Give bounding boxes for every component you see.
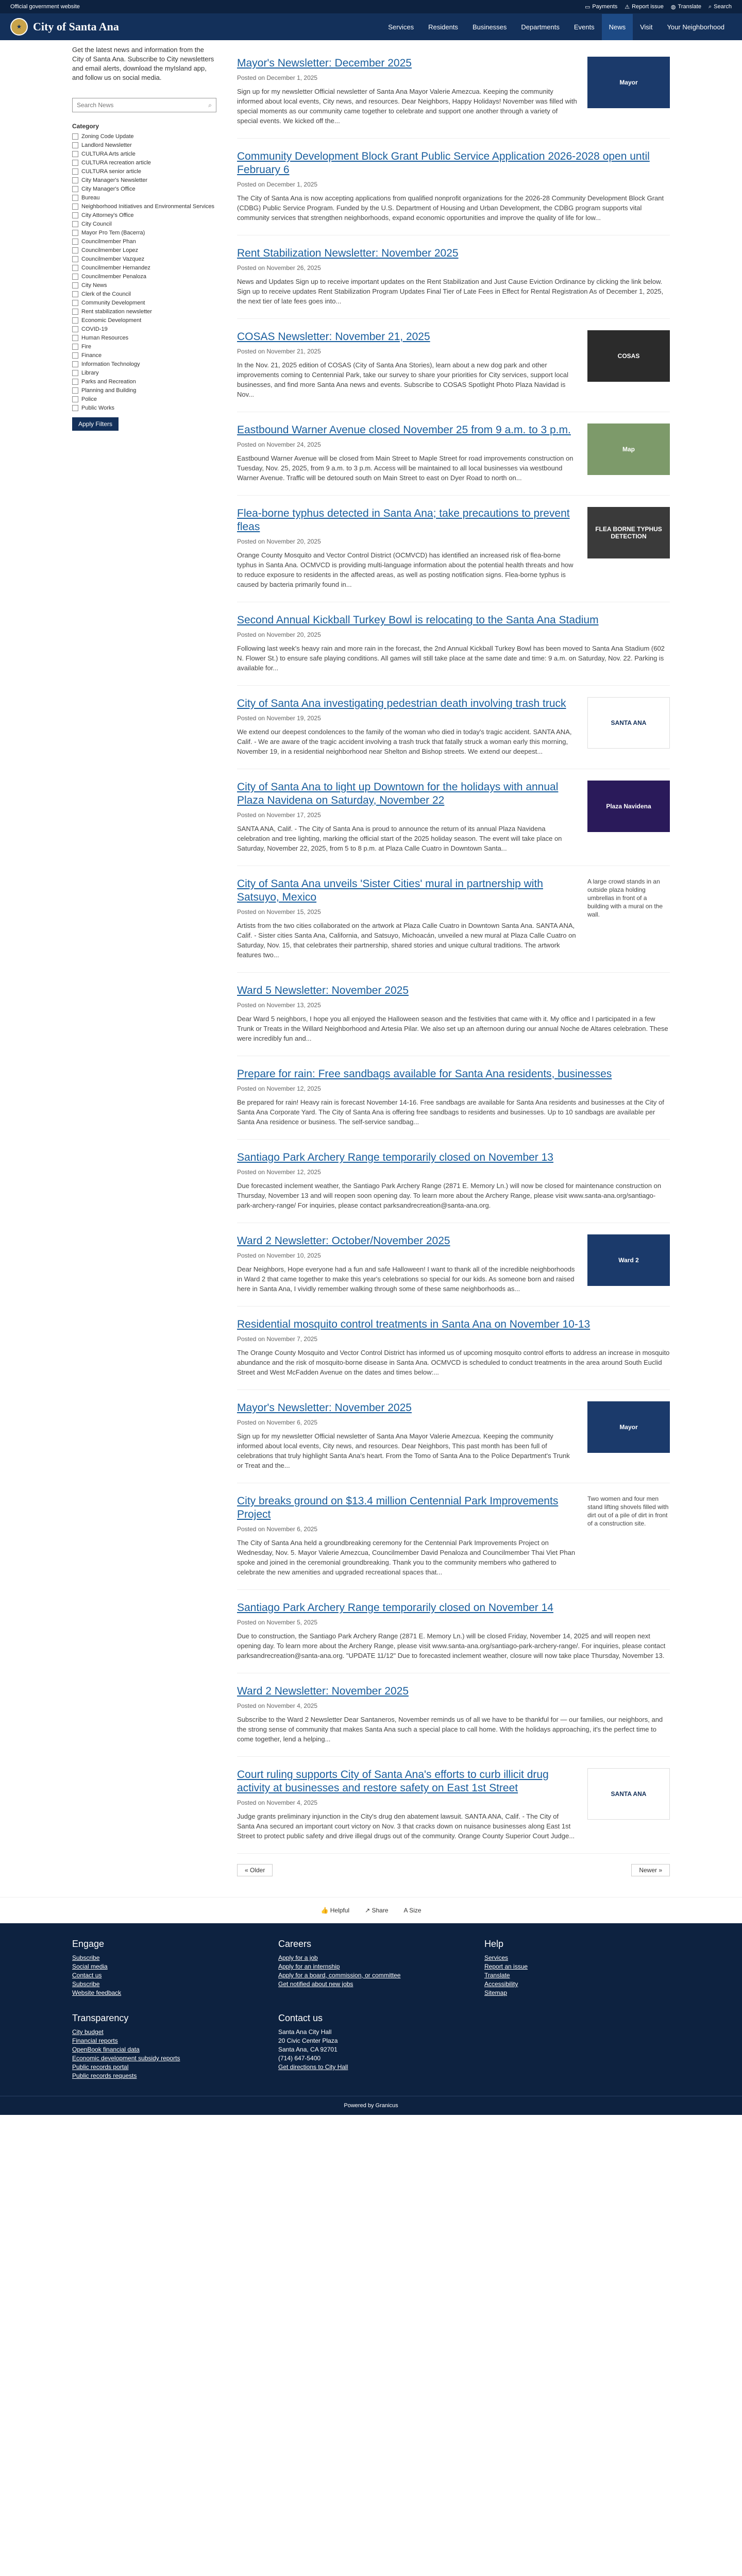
category-label: City Council bbox=[81, 221, 112, 227]
checkbox[interactable] bbox=[72, 387, 78, 394]
category-label: Finance bbox=[81, 352, 102, 359]
category-label: Councilmember Phan bbox=[81, 239, 136, 245]
post-thumbnail[interactable]: COSAS bbox=[587, 330, 670, 382]
news-post bbox=[237, 1757, 670, 1854]
post-excerpt: Due to construction, the Santiago Park Archery Range (2871 E. Memory Ln.) will be closed Friday, November 14, 2025 and will reopen next opening day. To learn more about the Archery Range, please visit www.santa-ana.org/santiago-park-archery-range/. For inquiries, please contact parksandrecreation@santa-ana.org. "UPDATE 11/12" Due to forecasted inclement weather, closure will now take place Thursday, November 13. bbox=[237, 1632, 666, 1659]
post-text bbox=[237, 423, 577, 483]
checkbox[interactable] bbox=[72, 247, 78, 253]
news-post bbox=[237, 1590, 670, 1673]
checkbox[interactable] bbox=[72, 256, 78, 262]
footer-link[interactable]: City budget bbox=[72, 2028, 104, 2036]
category-option[interactable] bbox=[72, 221, 216, 228]
category-label: Information Technology bbox=[81, 361, 140, 367]
nav-departments[interactable]: Departments bbox=[521, 23, 560, 31]
post-title-link[interactable]: Ward 2 Newsletter: October/November 2025 bbox=[237, 1235, 450, 1247]
share-button[interactable]: ↗ Share bbox=[365, 1907, 389, 1914]
nav-businesses[interactable]: Businesses bbox=[472, 23, 507, 31]
news-post bbox=[237, 45, 670, 139]
footer bbox=[0, 1923, 742, 2096]
search-icon: ⌕ bbox=[208, 101, 212, 109]
footer-careers bbox=[278, 1939, 464, 1997]
category-list bbox=[72, 133, 216, 412]
checkbox[interactable] bbox=[72, 326, 78, 332]
post-text bbox=[237, 877, 577, 960]
checkbox[interactable] bbox=[72, 282, 78, 289]
checkbox[interactable] bbox=[72, 291, 78, 297]
news-post bbox=[237, 1390, 670, 1483]
checkbox[interactable] bbox=[72, 230, 78, 236]
footer-link[interactable]: Public records portal bbox=[72, 2063, 129, 2071]
post-title-link[interactable]: Santiago Park Archery Range temporarily closed on November 14 bbox=[237, 1602, 553, 1614]
post-text bbox=[237, 984, 670, 1043]
post-text bbox=[237, 1151, 670, 1210]
contact-line: 20 Civic Center Plaza bbox=[278, 2037, 338, 2044]
post-title-link[interactable]: Ward 2 Newsletter: November 2025 bbox=[237, 1685, 409, 1697]
checkbox[interactable] bbox=[72, 344, 78, 350]
category-option[interactable] bbox=[72, 326, 216, 333]
post-thumbnail[interactable]: SANTA ANA bbox=[587, 1768, 670, 1820]
news-list bbox=[227, 45, 670, 1897]
post-text bbox=[237, 330, 577, 399]
footer-link[interactable]: Contact us bbox=[72, 1972, 102, 1979]
checkbox[interactable] bbox=[72, 151, 78, 157]
post-thumbnail[interactable]: SANTA ANA bbox=[587, 697, 670, 749]
category-option[interactable] bbox=[72, 194, 216, 201]
category-label: CULTURA Arts article bbox=[81, 151, 136, 157]
checkbox[interactable] bbox=[72, 379, 78, 385]
post-date: Posted on November 6, 2025 bbox=[237, 1526, 318, 1533]
post-date: Posted on November 20, 2025 bbox=[237, 538, 321, 545]
post-text bbox=[237, 1401, 577, 1470]
checkbox[interactable] bbox=[72, 396, 78, 402]
helpful-button[interactable]: 👍 Helpful bbox=[321, 1907, 350, 1914]
footer-link[interactable]: Report an issue bbox=[484, 1963, 528, 1970]
post-excerpt: Subscribe to the Ward 2 Newsletter Dear Santaneros, November reminds us of all we have to be thankful for — our families, our neighbors, and the strong sense of community that makes Santa Ana such a special place to call home. With the holidays approaching, it's the perfect time to come together, lend a helping... bbox=[237, 1716, 663, 1743]
post-date: Posted on November 20, 2025 bbox=[237, 631, 321, 638]
report-label: Report issue bbox=[632, 4, 664, 10]
news-post bbox=[237, 973, 670, 1056]
post-title-link[interactable]: Eastbound Warner Avenue closed November 25 from 9 a.m. to 3 p.m. bbox=[237, 424, 571, 436]
older-button[interactable]: « Older bbox=[237, 1864, 273, 1876]
checkbox[interactable] bbox=[72, 265, 78, 271]
footer-link[interactable]: Get notified about new jobs bbox=[278, 1980, 353, 1988]
pagination bbox=[237, 1854, 670, 1897]
post-text bbox=[237, 1234, 577, 1294]
nav-residents[interactable]: Residents bbox=[428, 23, 458, 31]
post-text bbox=[237, 1685, 670, 1744]
payments-link[interactable] bbox=[585, 4, 617, 10]
checkbox[interactable] bbox=[72, 160, 78, 166]
category-label: City Attorney's Office bbox=[81, 212, 134, 218]
news-post bbox=[237, 496, 670, 602]
checkbox[interactable] bbox=[72, 405, 78, 411]
contact-phone[interactable]: (714) 647-5400 bbox=[278, 2055, 321, 2062]
post-date: Posted on November 13, 2025 bbox=[237, 1002, 321, 1009]
category-label: CULTURA senior article bbox=[81, 168, 141, 175]
post-text bbox=[237, 1495, 577, 1577]
news-post bbox=[237, 1056, 670, 1140]
checkbox[interactable] bbox=[72, 361, 78, 367]
translate-label: Translate bbox=[678, 4, 701, 10]
nav-neighborhood[interactable]: Your Neighborhood bbox=[667, 23, 724, 31]
post-title-link[interactable]: City breaks ground on $13.4 million Centennial Park Improvements Project bbox=[237, 1495, 559, 1520]
post-date: Posted on November 24, 2025 bbox=[237, 441, 321, 448]
post-date: Posted on November 21, 2025 bbox=[237, 348, 321, 355]
category-label: Library bbox=[81, 370, 99, 376]
post-date: Posted on November 4, 2025 bbox=[237, 1799, 318, 1806]
post-date: Posted on November 12, 2025 bbox=[237, 1168, 321, 1176]
post-excerpt: Judge grants preliminary injunction in the City's drug den abatement lawsuit. SANTA ANA, Calif. - The City of Santa Ana secured an important court victory on Nov. 3 that cracks down on nuisance businesses along East 1st Street to protect public safety and drive illegal drugs out of the community. Orange County Superior Court Judge... bbox=[237, 1812, 575, 1840]
category-option[interactable] bbox=[72, 273, 216, 280]
directions-link[interactable]: Get directions to City Hall bbox=[278, 2063, 348, 2071]
post-date: Posted on November 4, 2025 bbox=[237, 1702, 318, 1709]
post-excerpt: The City of Santa Ana is now accepting applications from qualified nonprofit organizations for the 2026-28 Community Development Block Grant (CDBG) Public Service Program. Funded by the U.S. Department of Housing and Urban Development, the CDBG program supports vital community services that strengthen neighborhoods, expand economic opportunities and improve the quality of life for low... bbox=[237, 194, 664, 222]
page-body bbox=[72, 40, 670, 1897]
footer-careers-title: Careers bbox=[278, 1939, 312, 1949]
apply-filters-button[interactable]: Apply Filters bbox=[72, 417, 119, 431]
post-excerpt: Due forecasted inclement weather, the Santiago Park Archery Range (2871 E. Memory Ln.) will now be closed for maintenance construction on Thursday, November 13 and will reopen soon opening day. To learn more about the Archery Range, please visit www.santa-ana.org/santiago-park-archery-range/ For inquiries, please contact parksandrecreation@santa-ana.org. bbox=[237, 1182, 662, 1209]
category-option[interactable] bbox=[72, 352, 216, 359]
news-post bbox=[237, 319, 670, 412]
post-text bbox=[237, 697, 577, 756]
nav-links bbox=[381, 14, 732, 40]
share-label: Share bbox=[372, 1907, 389, 1914]
checkbox[interactable] bbox=[72, 195, 78, 201]
category-label: Economic Development bbox=[81, 317, 142, 324]
search-input[interactable] bbox=[72, 98, 216, 112]
checkbox[interactable] bbox=[72, 274, 78, 280]
post-title-link[interactable]: City of Santa Ana investigating pedestrian death involving trash truck bbox=[237, 698, 566, 709]
category-option[interactable] bbox=[72, 256, 216, 263]
category-label: Human Resources bbox=[81, 335, 129, 341]
category-option[interactable] bbox=[72, 334, 216, 342]
checkbox[interactable] bbox=[72, 133, 78, 140]
globe-icon: ◍ bbox=[670, 4, 676, 10]
post-excerpt: Orange County Mosquito and Vector Control District (OCMVCD) has identified an increased risk of flea-borne typhus in Santa Ana. OCMVCD is providing multi-language information about the potential health threats and how to reduce exposure to residents in the affected areas, as well as posting notification signs. Flea-borne typhus is caused by bacteria primarily found in... bbox=[237, 551, 574, 588]
footer-link[interactable]: Economic development subsidy reports bbox=[72, 2055, 180, 2062]
post-excerpt: Artists from the two cities collaborated on the artwork at Plaza Calle Cuatro in Downtown Santa Ana. SANTA ANA, Calif. - Sister cities Santa Ana, California, and Satsuyo, Michoacán, unveiled a new mural at Plaza Calle Cuatro on Saturday, Nov. 15, that celebrates their partnership, shared stories and unique cultural traditions. The artwork features two... bbox=[237, 922, 576, 959]
post-text bbox=[237, 1067, 670, 1127]
post-title-link[interactable]: Rent Stabilization Newsletter: November 2025 bbox=[237, 247, 459, 259]
news-post bbox=[237, 602, 670, 686]
checkbox[interactable] bbox=[72, 239, 78, 245]
post-title-link[interactable]: Ward 5 Newsletter: November 2025 bbox=[237, 985, 409, 996]
post-title-link[interactable]: Santiago Park Archery Range temporarily closed on November 13 bbox=[237, 1151, 553, 1163]
category-option[interactable] bbox=[72, 159, 216, 166]
post-thumbnail[interactable]: FLEA BORNE TYPHUS DETECTION bbox=[587, 507, 670, 558]
category-option[interactable] bbox=[72, 369, 216, 377]
post-excerpt: Sign up for my newsletter Official newsletter of Santa Ana Mayor Valerie Amezcua. Keeping the community informed about local events, City news, and resources. Dear Neighbors, Happy Holidays! November was filled with special moments as our community came together to celebrate and support one another through a variety of special events. We kicked off the... bbox=[237, 88, 577, 125]
post-title-link[interactable]: Prepare for rain: Free sandbags available for Santa Ana residents, businesses bbox=[237, 1068, 612, 1080]
payments-label: Payments bbox=[592, 4, 618, 10]
news-post bbox=[237, 1673, 670, 1757]
nav-news[interactable]: News bbox=[602, 14, 633, 40]
category-label: Zoning Code Update bbox=[81, 133, 134, 140]
category-label: City News bbox=[81, 282, 107, 289]
footer-contact-title: Contact us bbox=[278, 2013, 323, 2023]
footer-link[interactable]: Accessibility bbox=[484, 1980, 518, 1988]
footer-link[interactable]: Financial reports bbox=[72, 2037, 118, 2044]
checkbox[interactable] bbox=[72, 186, 78, 192]
footer-link[interactable]: Apply for a board, commission, or committee bbox=[278, 1972, 401, 1979]
sidebar bbox=[72, 45, 227, 1897]
search-icon: ⌕ bbox=[708, 3, 712, 10]
post-text bbox=[237, 1768, 577, 1841]
city-seal-icon: ★ bbox=[10, 18, 28, 36]
category-label: Parks and Recreation bbox=[81, 379, 136, 385]
footer-engage bbox=[72, 1939, 258, 1997]
category-label: Community Development bbox=[81, 300, 145, 306]
category-option[interactable] bbox=[72, 396, 216, 403]
category-label: Councilmember Lopez bbox=[81, 247, 139, 253]
news-post bbox=[237, 866, 670, 973]
category-label: Clerk of the Council bbox=[81, 291, 131, 297]
footer-link[interactable]: OpenBook financial data bbox=[72, 2046, 140, 2053]
post-excerpt: Be prepared for rain! Heavy rain is forecast November 14-16. Free sandbags are available for Santa Ana residents and businesses at the City of Santa Ana Corporate Yard. The City of Santa Ana is offering free sandbags to residents and businesses. Up to 10 sandbags are available per Santa Ana residence or business. The self-service sandbag... bbox=[237, 1098, 664, 1126]
post-excerpt: SANTA ANA, Calif. - The City of Santa Ana is proud to announce the return of its annual Plaza Navidena celebration and tree lighting, marking the official start of the 2025 holiday season. The event will take place on Saturday, November 22, 2025, from 5 to 8 p.m. at Plaza Calle Cuatro in Downtown Santa... bbox=[237, 825, 562, 852]
post-date: Posted on November 19, 2025 bbox=[237, 715, 321, 722]
site-name: City of Santa Ana bbox=[33, 20, 119, 33]
post-excerpt: News and Updates Sign up to receive important updates on the Rent Stabilization and Just Cause Eviction Ordinance by clicking the link below. Sign up to receive updates Rent Stabilization Program Updates Final Tier of Late Fees in Effect for Rental Registration As of December 1, 2025, the next tier of late fees goes into... bbox=[237, 278, 664, 305]
post-text bbox=[237, 614, 670, 673]
category-option[interactable] bbox=[72, 229, 216, 236]
share-bar bbox=[0, 1897, 742, 1923]
category-label: Mayor Pro Tem (Bacerra) bbox=[81, 230, 145, 236]
category-label: Planning and Building bbox=[81, 387, 137, 394]
post-text bbox=[237, 781, 577, 853]
checkbox[interactable] bbox=[72, 212, 78, 218]
footer-link[interactable]: Website feedback bbox=[72, 1989, 122, 1996]
post-thumbnail[interactable]: Map bbox=[587, 423, 670, 475]
post-thumbnail[interactable]: Mayor bbox=[587, 1401, 670, 1453]
post-excerpt: Sign up for my newsletter Official newsletter of Santa Ana Mayor Valerie Amezcua. Keeping the community informed about local events, City news, and resources. Dear Neighbors, This past month has been full of celebrations that truly highlight Santa Ana's heart. From the Tomo of Santa Ana to the Police Department's Trunk or Treat and the... bbox=[237, 1432, 570, 1469]
footer-link[interactable]: Apply for a job bbox=[278, 1954, 318, 1961]
alert-icon: ⚠ bbox=[625, 4, 630, 10]
category-option[interactable] bbox=[72, 203, 216, 210]
footer-contact bbox=[278, 2013, 464, 2080]
post-title-link[interactable]: COSAS Newsletter: November 21, 2025 bbox=[237, 331, 430, 343]
footer-engage-title: Engage bbox=[72, 1939, 105, 1949]
post-excerpt: Eastbound Warner Avenue will be closed from Main Street to Maple Street for road improvements construction on Tuesday, Nov. 25, 2025, from 9 a.m. to 3 p.m. Access will be maintained to all local businesses via westbound Warner Avenue. Traffic will be detoured south on Main Street to east on Dyer Road to north on... bbox=[237, 454, 574, 482]
category-option[interactable] bbox=[72, 185, 216, 193]
post-text bbox=[237, 150, 670, 223]
post-date: Posted on November 26, 2025 bbox=[237, 264, 321, 272]
news-post bbox=[237, 1223, 670, 1307]
category-option[interactable] bbox=[72, 150, 216, 158]
newer-button[interactable]: Newer » bbox=[631, 1864, 670, 1876]
post-title-link[interactable]: Mayor's Newsletter: December 2025 bbox=[237, 57, 412, 69]
category-option[interactable] bbox=[72, 317, 216, 324]
checkbox[interactable] bbox=[72, 142, 78, 148]
category-option[interactable] bbox=[72, 177, 216, 184]
category-option[interactable] bbox=[72, 299, 216, 307]
post-thumbnail[interactable]: Mayor bbox=[587, 57, 670, 108]
category-label: Fire bbox=[81, 344, 91, 350]
post-title-link[interactable]: Community Development Block Grant Public Service Application 2026-2028 open until February 6 bbox=[237, 150, 650, 176]
post-date: Posted on November 12, 2025 bbox=[237, 1085, 321, 1092]
post-title-link[interactable]: Court ruling supports City of Santa Ana's efforts to curb illicit drug activity at businesses and restore safety on East 1st Street bbox=[237, 1769, 549, 1794]
category-option[interactable] bbox=[72, 291, 216, 298]
category-label: Councilmember Hernandez bbox=[81, 265, 150, 271]
post-date: Posted on November 10, 2025 bbox=[237, 1252, 321, 1259]
footer-link[interactable]: Translate bbox=[484, 1972, 510, 1979]
utility-bar bbox=[0, 0, 742, 13]
post-date: Posted on November 17, 2025 bbox=[237, 811, 321, 819]
post-title-link[interactable]: City of Santa Ana unveils 'Sister Cities' mural in partnership with Satsuyo, Mexico bbox=[237, 878, 543, 903]
post-text bbox=[237, 507, 577, 589]
post-text bbox=[237, 57, 577, 126]
footer-link[interactable]: Social media bbox=[72, 1963, 108, 1970]
post-date: Posted on November 7, 2025 bbox=[237, 1335, 318, 1343]
news-post bbox=[237, 235, 670, 319]
official-site-label: Official government website bbox=[10, 4, 80, 10]
post-title-link[interactable]: Flea-borne typhus detected in Santa Ana; take precautions to prevent fleas bbox=[237, 507, 570, 533]
category-label: Rent stabilization newsletter bbox=[81, 309, 152, 315]
post-title-link[interactable]: Residential mosquito control treatments in Santa Ana on November 10-13 bbox=[237, 1318, 591, 1330]
news-post bbox=[237, 1140, 670, 1223]
main-nav bbox=[0, 13, 742, 40]
size-label: Size bbox=[409, 1907, 421, 1914]
checkbox[interactable] bbox=[72, 204, 78, 210]
search-link[interactable] bbox=[709, 4, 732, 10]
post-date: Posted on November 5, 2025 bbox=[237, 1619, 318, 1626]
category-option[interactable] bbox=[72, 387, 216, 394]
footer-transparency-title: Transparency bbox=[72, 2013, 129, 2023]
category-option[interactable] bbox=[72, 212, 216, 219]
category-option[interactable] bbox=[72, 343, 216, 350]
checkbox[interactable] bbox=[72, 335, 78, 341]
category-label: City Manager's Newsletter bbox=[81, 177, 148, 183]
contact-line: Santa Ana, CA 92701 bbox=[278, 2046, 338, 2053]
category-label: COVID-19 bbox=[81, 326, 108, 332]
nav-services[interactable]: Services bbox=[388, 23, 414, 31]
checkbox[interactable] bbox=[72, 177, 78, 183]
post-date: Posted on November 15, 2025 bbox=[237, 908, 321, 916]
post-text bbox=[237, 1318, 670, 1377]
footer-link[interactable]: Public records requests bbox=[72, 2072, 137, 2079]
category-label: Police bbox=[81, 396, 97, 402]
post-excerpt: The City of Santa Ana held a groundbreaking ceremony for the Centennial Park Improvements Project on Wednesday, Nov. 5. Mayor Valerie Amezcua, Councilmember David Penaloza and Councilmember Thai Viet Phan spoke and joined in the ceremonial groundbreaking. Thank you to the community members who gathered to celebrate the new amenities and upgraded recreational spaces that... bbox=[237, 1539, 576, 1576]
post-text bbox=[237, 247, 670, 306]
footer-help-title: Help bbox=[484, 1939, 504, 1949]
category-label: CULTURA recreation article bbox=[81, 160, 151, 166]
footer-link[interactable]: Apply for an internship bbox=[278, 1963, 340, 1970]
post-thumbnail[interactable]: Ward 2 bbox=[587, 1234, 670, 1286]
site-brand[interactable] bbox=[10, 18, 119, 36]
category-label: Public Works bbox=[81, 405, 114, 411]
category-option[interactable] bbox=[72, 247, 216, 254]
footer-link[interactable]: Subscribe bbox=[72, 1980, 100, 1988]
powered-by: Powered by Granicus bbox=[0, 2096, 742, 2115]
category-option[interactable] bbox=[72, 142, 216, 149]
helpful-label: Helpful bbox=[330, 1907, 350, 1914]
category-label: Neighborhood Initiatives and Environmental Services bbox=[81, 204, 215, 210]
post-thumbnail[interactable]: Two women and four men stand lifting shovels filled with dirt out of a pile of dirt in front of a construction site. bbox=[587, 1495, 669, 1527]
report-link[interactable] bbox=[625, 4, 664, 10]
post-thumbnail[interactable]: A large crowd stands in an outside plaza holding umbrellas in front of a building with a mural on the wall. bbox=[587, 878, 663, 918]
post-excerpt: We extend our deepest condolences to the family of the woman who died in today's tragic accident. SANTA ANA, Calif. - We are aware of the tragic accident involving a trash truck that fatally struck a woman early this morning, November 19, in a residential neighborhood near Shelton and Bishop streets. We extend our deepest... bbox=[237, 728, 572, 755]
checkbox[interactable] bbox=[72, 352, 78, 359]
post-title-link[interactable]: Mayor's Newsletter: November 2025 bbox=[237, 1402, 412, 1414]
footer-link[interactable]: Subscribe bbox=[72, 1954, 100, 1961]
checkbox[interactable] bbox=[72, 309, 78, 315]
checkbox[interactable] bbox=[72, 221, 78, 227]
post-excerpt: The Orange County Mosquito and Vector Control District has informed us of upcoming mosquito control efforts to address an increase in mosquito abundance and the risk of mosquito-borne disease in Santa Ana. OCMVCD is scheduled to conduct treatments in the area around South Euclid Street and West McFadden Avenue on the dates and times below:... bbox=[237, 1349, 670, 1376]
post-title-link[interactable]: Second Annual Kickball Turkey Bowl is relocating to the Santa Ana Stadium bbox=[237, 614, 599, 626]
footer-link[interactable]: Sitemap bbox=[484, 1989, 508, 1996]
category-option[interactable] bbox=[72, 404, 216, 412]
category-option[interactable] bbox=[72, 282, 216, 289]
post-date: Posted on December 1, 2025 bbox=[237, 74, 318, 81]
post-container bbox=[237, 45, 670, 1854]
search-label: Search bbox=[714, 4, 732, 10]
checkbox[interactable] bbox=[72, 317, 78, 324]
size-button[interactable]: A Size bbox=[403, 1907, 421, 1914]
footer-link[interactable]: Services bbox=[484, 1954, 509, 1961]
contact-line: Santa Ana City Hall bbox=[278, 2028, 332, 2036]
news-post bbox=[237, 1307, 670, 1390]
category-title: Category bbox=[72, 123, 99, 130]
post-excerpt: In the Nov. 21, 2025 edition of COSAS (City of Santa Ana Stories), learn about a new dog park and other improvements coming to Centennial Park, take our survey to share your priorities for City services, support local businesses, and find more Santa Ana news and events. Subscribe to COSAS Spotlight Photo Plaza Navidad is Nov... bbox=[237, 361, 569, 398]
category-option[interactable] bbox=[72, 238, 216, 245]
translate-link[interactable] bbox=[671, 4, 701, 10]
checkbox[interactable] bbox=[72, 300, 78, 306]
nav-events[interactable]: Events bbox=[574, 23, 595, 31]
footer-help bbox=[484, 1939, 670, 1997]
news-post bbox=[237, 769, 670, 866]
post-text bbox=[237, 1601, 670, 1660]
footer-transparency bbox=[72, 2013, 258, 2080]
news-post bbox=[237, 686, 670, 769]
post-title-link[interactable]: City of Santa Ana to light up Downtown for the holidays with annual Plaza Navidena on Saturday, November 22 bbox=[237, 781, 559, 806]
nav-visit[interactable]: Visit bbox=[640, 23, 653, 31]
card-icon: ▭ bbox=[584, 4, 591, 10]
category-label: City Manager's Office bbox=[81, 186, 136, 192]
category-label: Councilmember Vazquez bbox=[81, 256, 145, 262]
category-label: Landlord Newsletter bbox=[81, 142, 132, 148]
post-date: Posted on November 6, 2025 bbox=[237, 1419, 318, 1426]
category-option[interactable] bbox=[72, 133, 216, 140]
post-excerpt: Dear Ward 5 neighbors, I hope you all enjoyed the Halloween season and the festivities that came with it. My office and I participated in a few Trunk or Treats in the Willard Neighborhood and Artesia Pilar. We also set up an afternoon during our annual Noche de Altares celebration. These were incredibly fun and... bbox=[237, 1015, 668, 1042]
news-post bbox=[237, 139, 670, 235]
category-option[interactable] bbox=[72, 378, 216, 385]
search-placeholder: Search News bbox=[77, 101, 114, 109]
sidebar-intro: Get the latest news and information from the City of Santa Ana. Subscribe to City newsletters and email alerts, download the myIsland app, and follow us on social media. bbox=[72, 46, 214, 81]
category-option[interactable] bbox=[72, 264, 216, 272]
category-label: Councilmember Penaloza bbox=[81, 274, 146, 280]
category-option[interactable] bbox=[72, 168, 216, 175]
post-excerpt: Dear Neighbors, Hope everyone had a fun and safe Halloween! I want to thank all of the incredible neighborhoods in Ward 2 that came together to make this year's celebrations so special for our kids. As someone born and raised here in Santa Ana, I vividly remember walking through some of these same neighborhoods as... bbox=[237, 1265, 575, 1293]
post-thumbnail[interactable]: Plaza Navidena bbox=[587, 781, 670, 832]
post-date: Posted on December 1, 2025 bbox=[237, 181, 318, 188]
category-label: Bureau bbox=[81, 195, 100, 201]
news-post bbox=[237, 1483, 670, 1590]
checkbox[interactable] bbox=[72, 168, 78, 175]
category-option[interactable] bbox=[72, 308, 216, 315]
category-option[interactable] bbox=[72, 361, 216, 368]
checkbox[interactable] bbox=[72, 370, 78, 376]
post-excerpt: Following last week's heavy rain and more rain in the forecast, the 2nd Annual Kickball Turkey Bowl has been moved to Santa Ana Stadium (602 N. Flower St.) to ensure safe playing conditions. All games will still take place at the same date and time: 9 a.m. on Saturday, Nov. 22. Parking is available for... bbox=[237, 645, 665, 672]
news-post bbox=[237, 412, 670, 496]
